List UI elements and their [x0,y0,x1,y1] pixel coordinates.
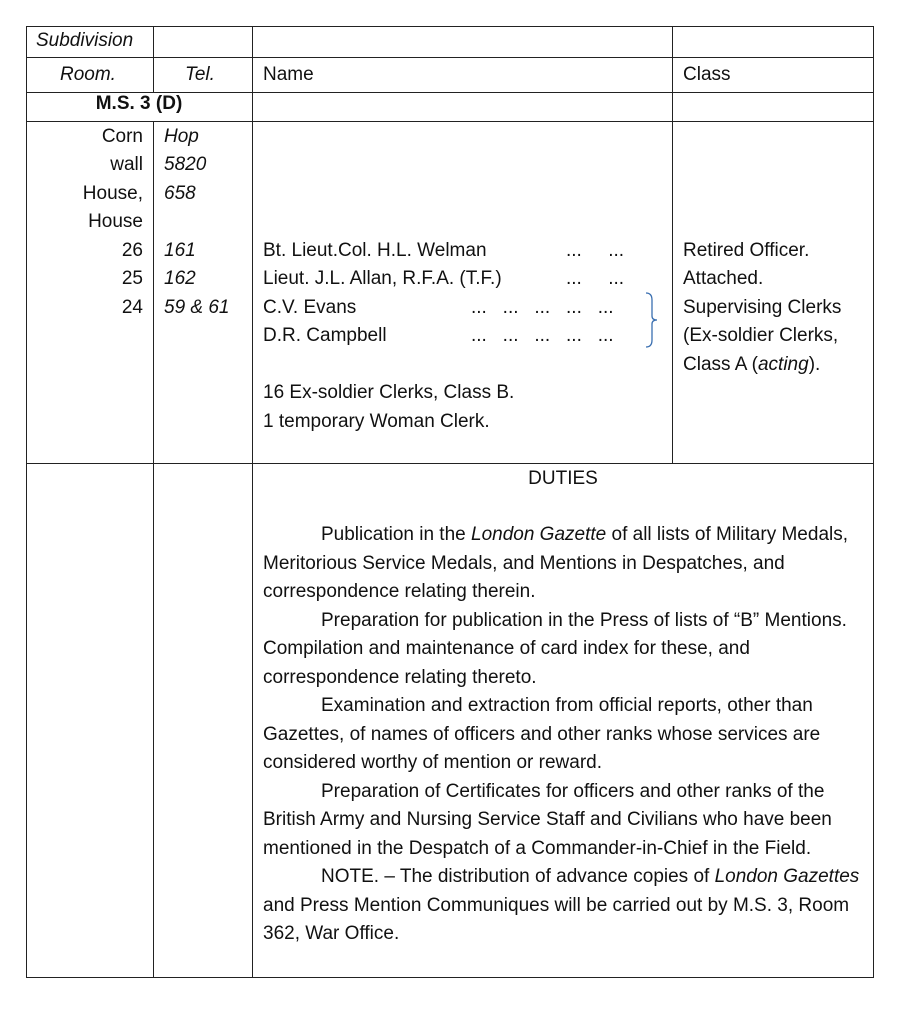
room-cell: 26 [121,240,143,261]
leader-dots: ... ... [566,268,625,289]
duties-text-italic: London Gazettes [714,866,860,887]
duties-body [263,521,863,949]
duties-paragraph: Preparation of Certificates for officers and other ranks of the British Army and Nursing Service Staff and Civilians who have been mentioned in the Despatch of a Commander-in-Chief in the Field. [263,780,832,859]
leader-dots: ... ... [566,240,625,261]
duties-text-italic: London Gazette [471,524,607,545]
row-divider-duties [26,463,874,464]
header-name: Name [263,64,314,85]
duties-text: of all lists of Military Medals, Meritorious Service Medals, and Mentions in Despatches, and correspondence relating therein. [263,524,849,602]
room-cell: Corn [101,126,143,147]
tel-cell: 161 [164,240,196,261]
header-class: Class [683,64,731,85]
row-divider-section [26,121,874,122]
tel-cell: 162 [164,268,196,289]
class-cell: (Ex-soldier Clerks, [683,325,839,346]
duties-heading: DUTIES [528,468,598,489]
row-divider-subdivision [26,57,874,58]
room-cell: 25 [121,268,143,289]
class-cell: Attached. [683,268,764,289]
duties-text: and Press Mention Communiques will be carried out by M.S. 3, Room 362, War Office. [263,894,850,944]
class-cell [683,351,820,380]
class-text: ). [808,354,821,375]
header-room: Room. [60,64,116,85]
duties-text: NOTE. – The distribution of advance copies of [321,866,715,887]
leader-dots: ... ... ... ... ... [471,325,614,346]
section-title: M.S. 3 (D) [95,93,183,114]
tel-cell: Hop [164,126,199,147]
duties-paragraph: Preparation for publication in the Press of lists of “B” Mentions. Compilation and maintenance of card index for these, and correspondence relating thereto. [263,609,847,688]
staff-name: D.R. Campbell [263,325,387,346]
class-cell: Retired Officer. [683,240,810,261]
room-cell: 24 [121,297,143,318]
staff-name: Lieut. J.L. Allan, R.F.A. (T.F.) [263,268,502,289]
duties-paragraph: Examination and extraction from official reports, other than Gazettes, of names of officers and other ranks whose services are considered worthy of mention or reward. [263,695,821,773]
clerks-line: 16 Ex-soldier Clerks, Class B. [263,382,515,403]
clerks-line: 1 temporary Woman Clerk. [263,411,490,432]
class-cell: Supervising Clerks [683,297,842,318]
col-divider-room-tel-lower [153,121,154,978]
room-cell: wall [110,154,143,175]
staff-name: C.V. Evans [263,297,357,318]
header-subdivision: Subdivision [36,30,134,51]
duties-paragraph [263,521,863,607]
tel-cell: 658 [164,183,196,204]
grouping-brace [644,292,658,348]
room-cell: House, [82,183,143,204]
duties-text: Publication in the [321,524,471,545]
staff-name: Bt. Lieut.Col. H.L. Welman [263,240,487,261]
class-text-italic: acting [757,354,809,375]
tel-cell: 59 & 61 [164,297,230,318]
class-text: Class A ( [683,354,758,375]
leader-dots: ... ... ... ... ... [471,297,614,318]
col-divider-tel-name [252,26,253,978]
duties-paragraph [263,863,863,949]
tel-cell: 5820 [164,154,207,175]
col-divider-room-tel [153,26,154,92]
room-cell: House [88,211,143,232]
header-tel: Tel. [185,64,215,85]
